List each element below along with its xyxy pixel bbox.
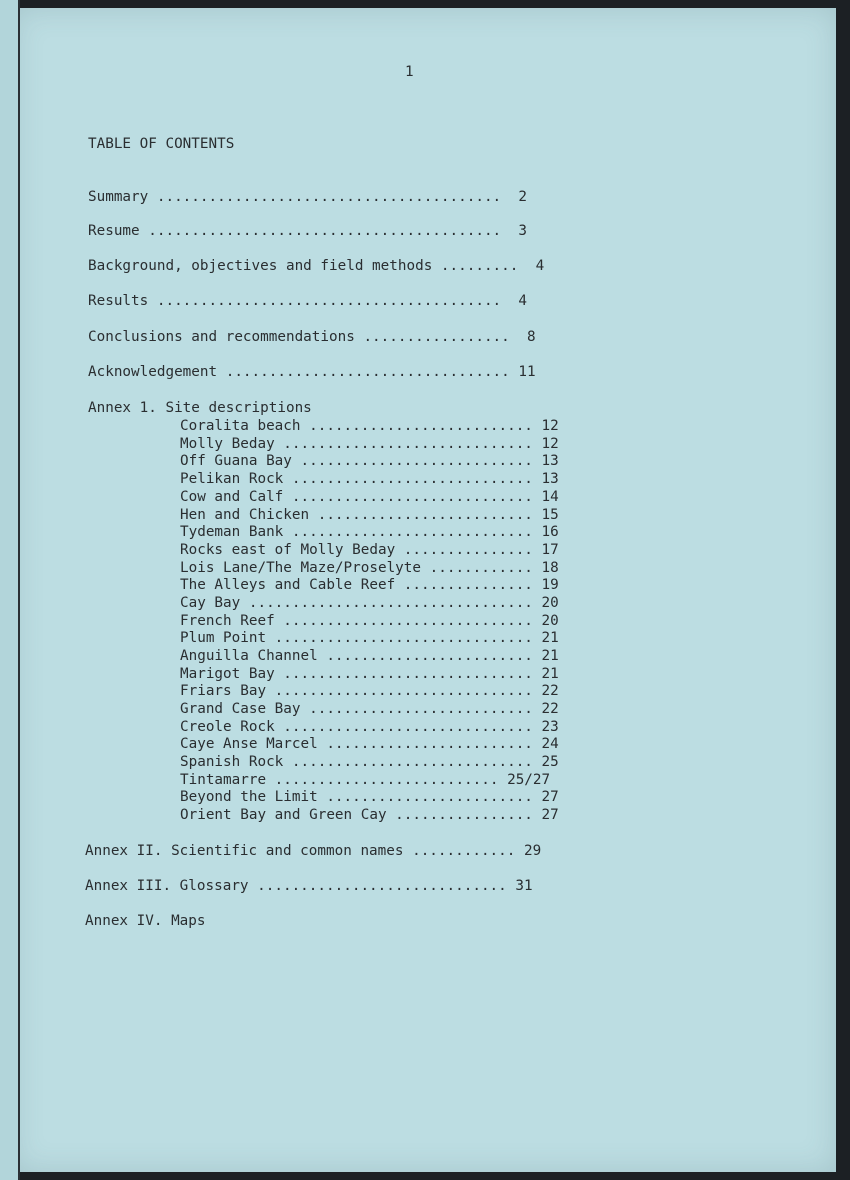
site-entry: Cay Bay ................................. 20 [180,595,559,611]
site-entry: Cow and Calf ............................ 14 [180,489,559,505]
site-entry: Lois Lane/The Maze/Proselyte ............ 18 [180,560,559,576]
toc-entry-acknowledgement: Acknowledgement ................................. 11 [88,364,536,380]
toc-entry-annex4: Annex IV. Maps [85,913,206,929]
site-entry: Tydeman Bank ............................ 16 [180,524,559,540]
toc-heading: TABLE OF CONTENTS [88,136,235,152]
site-entry: Creole Rock ............................. 23 [180,719,559,735]
site-entry: Grand Case Bay .......................... 22 [180,701,559,717]
site-entry: Beyond the Limit ........................ 27 [180,789,559,805]
site-entry: French Reef ............................. 20 [180,613,559,629]
toc-entry-background: Background, objectives and field methods ......... 4 [88,258,545,274]
site-entry: The Alleys and Cable Reef ............... 19 [180,577,559,593]
site-entry: Pelikan Rock ............................ 13 [180,471,559,487]
site-entry: Rocks east of Molly Beday ............... 17 [180,542,559,558]
site-entry: Friars Bay .............................. 22 [180,683,559,699]
site-entry: Molly Beday ............................. 12 [180,436,559,452]
toc-entry-annex3: Annex III. Glossary ............................. 31 [85,878,533,894]
site-entry: Anguilla Channel ........................ 21 [180,648,559,664]
site-entry: Coralita beach .......................... 12 [180,418,559,434]
site-entry: Off Guana Bay ........................... 13 [180,453,559,469]
site-entry: Spanish Rock ............................ 25 [180,754,559,770]
toc-entry-results: Results ........................................ 4 [88,293,527,309]
toc-entry-conclusions: Conclusions and recommendations ................. 8 [88,329,536,345]
toc-entry-summary: Summary ........................................ 2 [88,189,527,205]
site-entry: Marigot Bay ............................. 21 [180,666,559,682]
site-entry: Orient Bay and Green Cay ................ 27 [180,807,559,823]
site-entry: Caye Anse Marcel ........................ 24 [180,736,559,752]
annex1-title: Annex 1. Site descriptions [88,400,312,416]
site-entry: Hen and Chicken ......................... 15 [180,507,559,523]
toc-entry-annex2: Annex II. Scientific and common names ............ 29 [85,843,542,859]
site-entry: Tintamarre .......................... 25/27 [180,772,551,788]
page-number: 1 [405,64,414,80]
toc-entry-resume: Resume ......................................... 3 [88,223,527,239]
site-entry: Plum Point .............................. 21 [180,630,559,646]
